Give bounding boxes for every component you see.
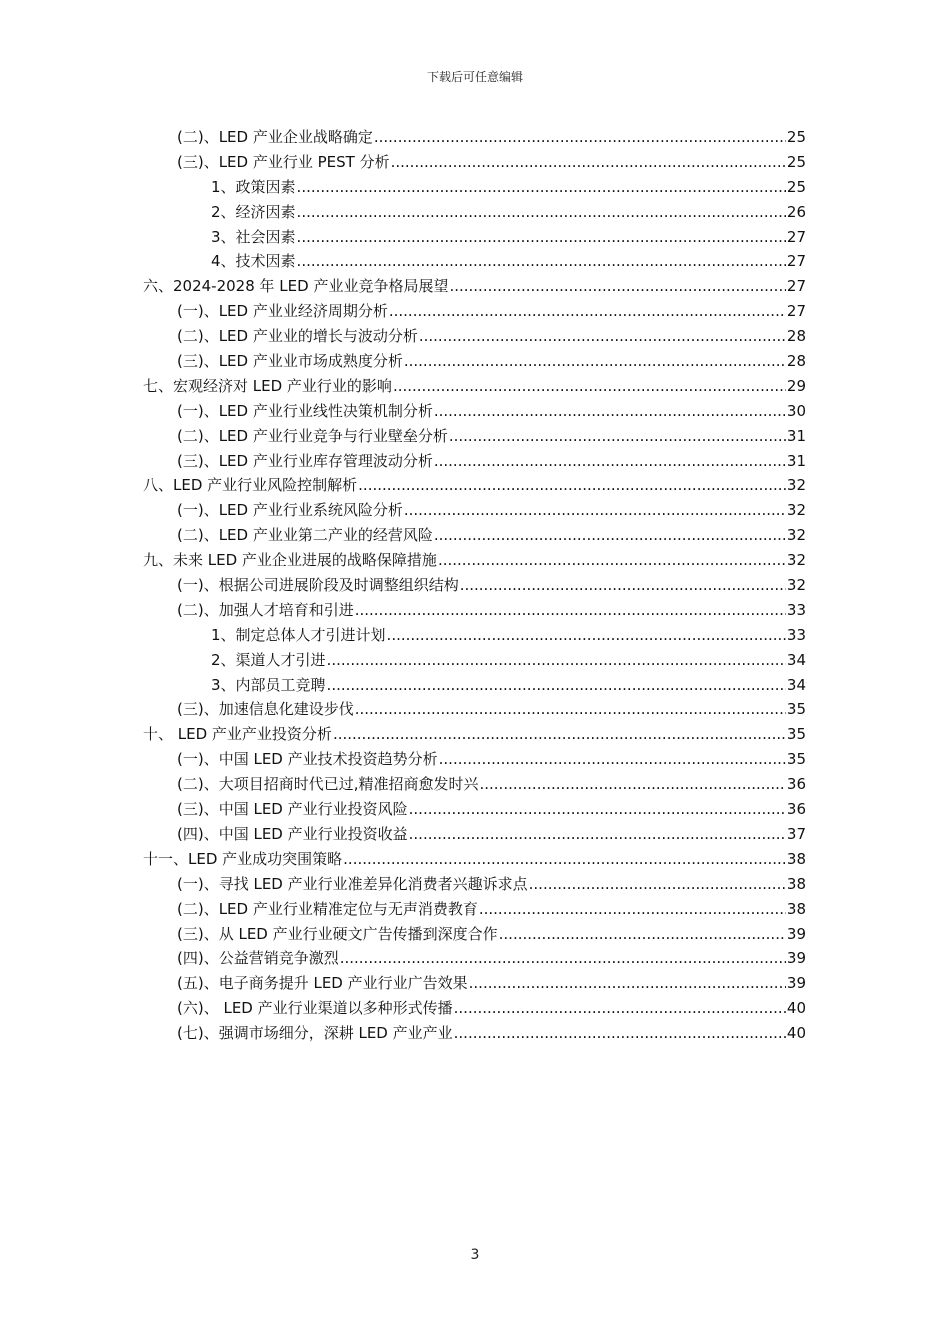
toc-entry[interactable] xyxy=(143,523,806,548)
toc-entry[interactable] xyxy=(143,473,806,498)
toc-dot-leader xyxy=(355,697,786,722)
toc-entry[interactable] xyxy=(143,598,806,623)
toc-entry[interactable] xyxy=(143,897,806,922)
toc-dot-leader xyxy=(358,473,786,498)
toc-entry-label: 十一、LED 产业成功突围策略 xyxy=(143,849,343,868)
toc-entry-label: (七)、强调市场细分，深耕 LED 产业产业 xyxy=(177,1024,453,1043)
toc-entry[interactable] xyxy=(143,548,806,573)
toc-dot-leader xyxy=(297,200,786,225)
toc-entry[interactable] xyxy=(143,125,806,150)
toc-entry[interactable] xyxy=(143,449,806,474)
toc-entry[interactable] xyxy=(143,623,806,648)
toc-entry[interactable] xyxy=(143,996,806,1021)
toc-entry-page: 33 xyxy=(786,600,806,619)
toc-dot-leader xyxy=(327,673,786,698)
toc-entry-page: 25 xyxy=(786,152,806,171)
toc-entry[interactable] xyxy=(143,399,806,424)
toc-entry-label: (二)、LED 产业企业战略确定 xyxy=(177,128,373,146)
toc-entry-page: 27 xyxy=(786,227,806,246)
toc-entry-label: (二)、加强人才培育和引进 xyxy=(177,600,354,619)
toc-dot-leader xyxy=(387,623,786,648)
toc-entry-page: 32 xyxy=(786,576,806,595)
table-of-contents xyxy=(143,125,806,1046)
toc-entry-page: 38 xyxy=(786,849,806,868)
toc-entry[interactable] xyxy=(143,722,806,747)
toc-dot-leader xyxy=(529,872,786,897)
toc-entry-label: (六)、 LED 产业行业渠道以多种形式传播 xyxy=(177,999,453,1018)
toc-entry[interactable] xyxy=(143,822,806,847)
toc-dot-leader xyxy=(434,523,786,548)
toc-entry-page: 39 xyxy=(786,924,806,943)
toc-entry-page: 31 xyxy=(786,451,806,470)
toc-entry-label: (二)、大项目招商时代已过,精准招商愈发时兴 xyxy=(177,775,479,794)
toc-entry-page: 34 xyxy=(786,675,806,694)
toc-entry[interactable] xyxy=(143,847,806,872)
toc-entry[interactable] xyxy=(143,274,806,299)
toc-dot-leader xyxy=(439,747,786,772)
toc-dot-leader xyxy=(333,722,786,747)
toc-entry[interactable] xyxy=(143,697,806,722)
toc-entry-label: 六、2024-2028 年 LED 产业业竞争格局展望 xyxy=(143,277,449,296)
toc-entry-label: 十、 LED 产业产业投资分析 xyxy=(143,725,332,744)
toc-dot-leader xyxy=(355,598,786,623)
toc-dot-leader xyxy=(454,996,786,1021)
toc-entry[interactable] xyxy=(143,648,806,673)
toc-entry-page: 27 xyxy=(786,302,806,321)
toc-dot-leader xyxy=(389,299,786,324)
toc-entry[interactable] xyxy=(143,374,806,399)
toc-entry-page: 32 xyxy=(786,551,806,570)
toc-entry-label: (一)、寻找 LED 产业行业准差异化消费者兴趣诉求点 xyxy=(177,874,528,893)
toc-dot-leader xyxy=(449,424,786,449)
toc-dot-leader xyxy=(409,797,786,822)
toc-entry-page: 27 xyxy=(786,277,806,296)
toc-entry-label: (三)、从 LED 产业行业硬文广告传播到深度合作 xyxy=(177,924,498,943)
toc-entry-label: 4、技术因素 xyxy=(211,252,296,271)
page-number: 3 xyxy=(470,1247,480,1263)
toc-entry-page: 40 xyxy=(786,1024,806,1043)
toc-entry-label: (一)、LED 产业行业线性决策机制分析 xyxy=(177,401,433,420)
toc-dot-leader xyxy=(434,399,786,424)
toc-entry-page: 33 xyxy=(786,625,806,644)
toc-dot-leader xyxy=(479,897,786,922)
toc-entry-label: (一)、LED 产业业经济周期分析 xyxy=(177,302,388,321)
toc-entry[interactable] xyxy=(143,971,806,996)
toc-entry-page: 30 xyxy=(786,401,806,420)
toc-dot-leader xyxy=(434,449,786,474)
toc-entry-page: 35 xyxy=(786,700,806,719)
toc-dot-leader xyxy=(460,573,786,598)
toc-entry-page: 35 xyxy=(786,725,806,744)
toc-entry[interactable] xyxy=(143,498,806,523)
toc-entry[interactable] xyxy=(143,225,806,250)
toc-entry-page: 27 xyxy=(786,252,806,271)
toc-entry-label: (三)、加速信息化建设步伐 xyxy=(177,700,354,719)
toc-entry-label: 1、制定总体人才引进计划 xyxy=(211,625,386,644)
toc-entry-page: 38 xyxy=(786,874,806,893)
toc-entry-page: 32 xyxy=(786,526,806,545)
toc-entry-page: 39 xyxy=(786,949,806,968)
toc-dot-leader xyxy=(449,274,785,299)
toc-entry-page: 37 xyxy=(786,824,806,843)
toc-dot-leader xyxy=(479,772,785,797)
toc-dot-leader xyxy=(297,175,786,200)
toc-dot-leader xyxy=(409,822,786,847)
toc-entry-page: 32 xyxy=(786,501,806,520)
toc-entry-label: (一)、中国 LED 产业技术投资趋势分析 xyxy=(177,750,438,769)
toc-dot-leader xyxy=(297,225,786,250)
toc-dot-leader xyxy=(438,548,786,573)
toc-entry[interactable] xyxy=(143,249,806,274)
toc-entry[interactable] xyxy=(143,349,806,374)
toc-dot-leader xyxy=(393,374,786,399)
toc-entry[interactable] xyxy=(143,946,806,971)
toc-entry[interactable] xyxy=(143,747,806,772)
toc-entry-page: 28 xyxy=(786,352,806,371)
toc-entry-label: (二)、LED 产业业的增长与波动分析 xyxy=(177,327,418,346)
toc-entry-label: (一)、根据公司进展阶段及时调整组织结构 xyxy=(177,576,459,595)
toc-entry-label: 七、宏观经济对 LED 产业行业的影响 xyxy=(143,376,392,395)
toc-dot-leader xyxy=(297,249,786,274)
toc-dot-leader xyxy=(469,971,786,996)
toc-dot-leader xyxy=(404,498,786,523)
toc-entry[interactable] xyxy=(143,922,806,947)
toc-entry[interactable] xyxy=(143,150,806,175)
toc-entry-label: 九、未来 LED 产业企业进展的战略保障措施 xyxy=(143,551,437,570)
toc-entry-page: 36 xyxy=(786,775,806,794)
toc-entry[interactable] xyxy=(143,175,806,200)
toc-entry[interactable] xyxy=(143,573,806,598)
toc-entry-label: (三)、中国 LED 产业行业投资风险 xyxy=(177,800,408,819)
toc-entry-label: (二)、LED 产业行业精准定位与无声消费教育 xyxy=(177,899,478,918)
toc-entry[interactable] xyxy=(143,324,806,349)
toc-entry-label: (四)、中国 LED 产业行业投资收益 xyxy=(177,824,408,843)
toc-entry-page: 31 xyxy=(786,426,806,445)
toc-dot-leader xyxy=(419,324,786,349)
toc-entry[interactable] xyxy=(143,299,806,324)
toc-dot-leader xyxy=(340,946,786,971)
toc-entry[interactable] xyxy=(143,797,806,822)
toc-entry-page: 34 xyxy=(786,650,806,669)
toc-entry-label: 2、渠道人才引进 xyxy=(211,650,326,669)
toc-entry-page: 36 xyxy=(786,800,806,819)
toc-entry-label: (三)、LED 产业行业库存管理波动分析 xyxy=(177,451,433,470)
toc-dot-leader xyxy=(374,125,786,150)
toc-entry-label: (二)、LED 产业行业竞争与行业壁垒分析 xyxy=(177,426,448,445)
toc-entry-label: (三)、LED 产业业市场成熟度分析 xyxy=(177,352,403,371)
toc-dot-leader xyxy=(327,648,786,673)
toc-entry-page: 25 xyxy=(786,177,806,196)
toc-entry[interactable] xyxy=(143,1021,806,1046)
toc-entry-page: 40 xyxy=(786,999,806,1018)
toc-entry-page: 29 xyxy=(786,376,806,395)
toc-dot-leader xyxy=(391,150,786,175)
toc-entry-label: (五)、电子商务提升 LED 产业行业广告效果 xyxy=(177,974,468,993)
toc-dot-leader xyxy=(343,847,786,872)
toc-dot-leader xyxy=(499,922,786,947)
toc-entry-page: 35 xyxy=(786,750,806,769)
toc-entry[interactable] xyxy=(143,673,806,698)
toc-entry-label: 3、内部员工竞聘 xyxy=(211,675,326,694)
toc-entry-page: 39 xyxy=(786,974,806,993)
toc-dot-leader xyxy=(404,349,786,374)
toc-entry-label: (三)、LED 产业行业 PEST 分析 xyxy=(177,152,390,171)
toc-entry-page: 28 xyxy=(786,327,806,346)
toc-entry-label: 八、LED 产业行业风险控制解析 xyxy=(143,476,358,495)
toc-entry-page: 38 xyxy=(786,899,806,918)
toc-entry-label: (一)、LED 产业行业系统风险分析 xyxy=(177,501,403,520)
toc-entry[interactable] xyxy=(143,424,806,449)
toc-entry[interactable] xyxy=(143,200,806,225)
toc-entry[interactable] xyxy=(143,772,806,797)
toc-entry-label: (二)、LED 产业业第二产业的经营风险 xyxy=(177,526,433,545)
toc-entry-label: (四)、公益营销竞争激烈 xyxy=(177,949,339,968)
toc-entry-label: 3、社会因素 xyxy=(211,227,296,246)
toc-entry[interactable] xyxy=(143,872,806,897)
toc-entry-label: 2、经济因素 xyxy=(211,202,296,221)
toc-entry-page: 26 xyxy=(786,202,806,221)
toc-entry-label: 1、政策因素 xyxy=(211,177,296,196)
toc-dot-leader xyxy=(454,1021,786,1046)
page-header: 下载后可任意编辑 xyxy=(426,70,523,84)
toc-entry-page: 25 xyxy=(786,128,806,146)
toc-entry-page: 32 xyxy=(786,476,806,495)
